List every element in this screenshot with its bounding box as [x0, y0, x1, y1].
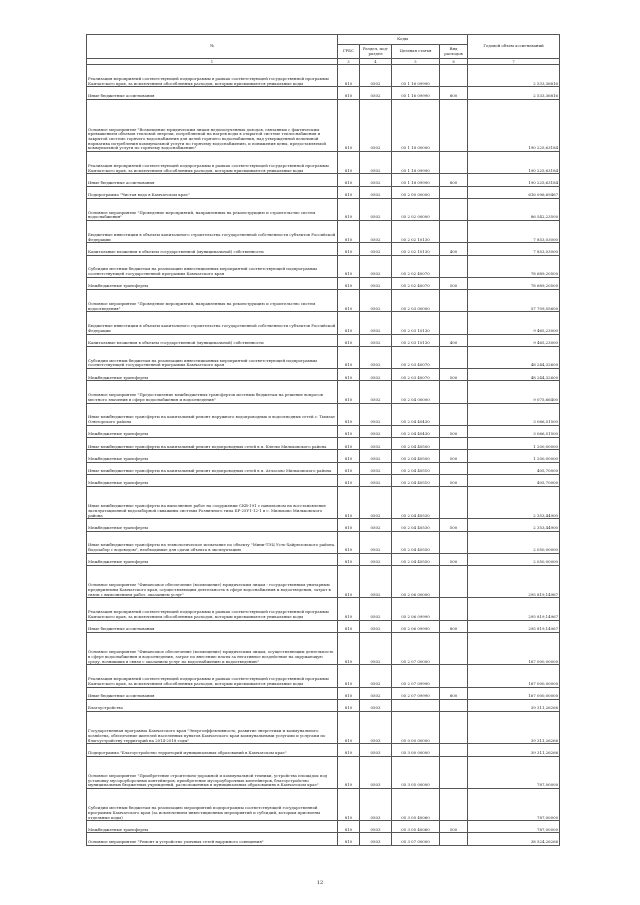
cell-grbs: 810: [338, 243, 360, 255]
cell-grbs: 810: [338, 221, 360, 243]
cell-razdel: 0502: [360, 687, 392, 699]
cell-vid: 500: [440, 425, 468, 437]
cell-text: Иные межбюджетные трансферты на выполнение работ на сооружении СКВ-191 с павильоном на восстановление эксплуатационной водозаборной скважины системы Розничного типа БР-25У1-12-1 в с. Мильково Мильковского района: [87, 486, 338, 518]
table-row: [87, 346, 560, 368]
cell-target: 05 2 00 00000: [392, 186, 440, 198]
cell-vid: 500: [440, 553, 468, 565]
cell-vid: 500: [440, 450, 468, 462]
cell-text: Межбюджетные трансферты: [87, 277, 338, 289]
col-index-4: 4: [360, 59, 392, 65]
cell-razdel: 0502: [360, 632, 392, 664]
cell-grbs: 810: [338, 87, 360, 99]
cell-vid: [440, 152, 468, 174]
cell-amount: 190 225,63184: [468, 152, 560, 174]
cell-grbs: 810: [338, 474, 360, 486]
cell-razdel: 0502: [360, 425, 392, 437]
cell-grbs: 810: [338, 519, 360, 531]
cell-amount: 39 311,26266: [468, 699, 560, 711]
cell-target: 05 2 04 40430: [392, 403, 440, 425]
cell-target: 05 1 18 09990: [392, 174, 440, 186]
cell-razdel: 0503: [360, 788, 392, 820]
cell-target: 05 2 02 10130: [392, 243, 440, 255]
cell-amount: 787,00000: [468, 788, 560, 820]
cell-text: Основное мероприятие "Финансовое обеспечение (возмещение) юридическим лицам - государственным унитарным предприятиям Камчатского края, осуществляющим деятельность в сфере водоснабжения и водоотведения, затрат в связи с выполнением работ, оказанием услуг": [87, 566, 338, 598]
cell-vid: [440, 346, 468, 368]
table-row: [87, 474, 560, 486]
cell-razdel: 0502: [360, 186, 392, 198]
cell-razdel: 0503: [360, 744, 392, 756]
col-index-3: 3: [338, 59, 360, 65]
cell-razdel: 0503: [360, 833, 392, 846]
cell-grbs: 810: [338, 198, 360, 220]
cell-text: Основное мероприятие "Возмещение юридическим лицам недополученных доходов, связанных с фактическим превышением объемов тепловой энергии, потребляемой на нагрев воды в открытой системе теплоснабжения и закрытой системе горячего водоснабжения для целей горячего водоснабжения, над утвержденной величиной норматива потребления коммунальной услуги по горячему водоснабжению, и понижения цены, предоставляемой коммунальной услуги по горячему водоснабжению": [87, 99, 338, 152]
cell-amount: 9 465,23000: [468, 334, 560, 346]
cell-target: 05 2 04 40510: [392, 474, 440, 486]
cell-target: 05 3 00 00000: [392, 744, 440, 756]
cell-grbs: 810: [338, 174, 360, 186]
cell-amount: 3 066,51500: [468, 425, 560, 437]
cell-target: 05 2 07 09990: [392, 665, 440, 687]
cell-text: Капитальные вложения в объекты государственной (муниципальной) собственности: [87, 243, 338, 255]
table-row: [87, 665, 560, 687]
cell-razdel: 0502: [360, 381, 392, 403]
cell-text: Благоустройство: [87, 699, 338, 711]
cell-amount: 2 050,00000: [468, 553, 560, 565]
table-body: [87, 65, 560, 846]
table-row: [87, 553, 560, 565]
cell-target: 05 2 04 00000: [392, 381, 440, 403]
cell-text: Реализация мероприятий соответствующей подпрограммы в рамках соответствующей государственной программы Камчатского края, за исключением обособленных расходов, которым присваиваются уникальные коды: [87, 598, 338, 620]
cell-target: 05 2 02 40070: [392, 255, 440, 277]
cell-grbs: 810: [338, 566, 360, 598]
cell-target: 05 2 07 09990: [392, 687, 440, 699]
cell-vid: 800: [440, 620, 468, 632]
cell-target: 05 2 04 40500: [392, 438, 440, 450]
header-grbs: ГРБС: [338, 45, 360, 59]
cell-grbs: 810: [338, 699, 360, 711]
cell-text: Бюджетные инвестиции в объекты капитального строительства государственной собственности субъектов Российской Федерации: [87, 221, 338, 243]
cell-vid: [440, 198, 468, 220]
cell-text: Межбюджетные трансферты: [87, 519, 338, 531]
cell-razdel: 0502: [360, 277, 392, 289]
cell-grbs: 810: [338, 711, 360, 743]
cell-grbs: 810: [338, 744, 360, 756]
cell-amount: 78 689,20500: [468, 255, 560, 277]
cell-target: 05 3 07 00000: [392, 833, 440, 846]
col-index-6: 6: [440, 59, 468, 65]
header-razdel: Раздел, под-раздел: [360, 45, 392, 59]
cell-razdel: 0502: [360, 243, 392, 255]
cell-text: Основное мероприятие "Приобретение строительно-дорожной и коммунальной техники, устройства площадок под установку мусороуборочных контейнеров, приобретение мусороуборочных контейнеров, благоустройство муниципальных бюджетных учреждений, расположенных в муниципальных образованиях в Камчатском крае": [87, 756, 338, 788]
cell-amount: 7 853,03000: [468, 243, 560, 255]
cell-target: 05 2 03 10130: [392, 312, 440, 334]
cell-vid: [440, 788, 468, 820]
cell-amount: 405,70000: [468, 462, 560, 474]
cell-target: 05 1 18 09990: [392, 152, 440, 174]
cell-grbs: 810: [338, 186, 360, 198]
table-row: [87, 620, 560, 632]
table-row: [87, 699, 560, 711]
cell-vid: 800: [440, 174, 468, 186]
cell-razdel: 0502: [360, 334, 392, 346]
cell-razdel: 0502: [360, 255, 392, 277]
cell-vid: [440, 744, 468, 756]
cell-vid: 400: [440, 243, 468, 255]
cell-text: Межбюджетные трансферты: [87, 425, 338, 437]
cell-grbs: 810: [338, 312, 360, 334]
header-num: №: [87, 35, 338, 59]
header-vid: Вид расходов: [440, 45, 468, 59]
cell-vid: [440, 699, 468, 711]
cell-target: 05 2 04 40500: [392, 450, 440, 462]
cell-grbs: 810: [338, 369, 360, 381]
cell-grbs: 810: [338, 665, 360, 687]
cell-text: Иные межбюджетные трансферты на капитальный ремонт водопроводных сетей в п. Ключи Мильковского района: [87, 438, 338, 450]
table-row: [87, 290, 560, 312]
table-row: [87, 369, 560, 381]
cell-grbs: 810: [338, 334, 360, 346]
table-row: [87, 687, 560, 699]
table-row: [87, 788, 560, 820]
table-row: [87, 632, 560, 664]
cell-amount: 1 200,00000: [468, 450, 560, 462]
cell-target: 05 1 16 09990: [392, 65, 440, 87]
cell-target: 05 2 04 40510: [392, 462, 440, 474]
table-row: [87, 312, 560, 334]
cell-amount: 48 244,32600: [468, 369, 560, 381]
cell-vid: [440, 381, 468, 403]
cell-razdel: 0502: [360, 403, 392, 425]
table-row: [87, 756, 560, 788]
cell-vid: 500: [440, 821, 468, 833]
cell-amount: 787,00000: [468, 756, 560, 788]
cell-razdel: 0502: [360, 221, 392, 243]
cell-text: Межбюджетные трансферты: [87, 474, 338, 486]
cell-target: 05 2 04 40430: [392, 425, 440, 437]
cell-razdel: 0502: [360, 198, 392, 220]
cell-vid: [440, 756, 468, 788]
cell-target: 05 2 03 10130: [392, 334, 440, 346]
table-row: [87, 221, 560, 243]
cell-target: 05 2 04 40550: [392, 553, 440, 565]
cell-text: Субсидии местным бюджетам на реализацию мероприятий подпрограммы соответствующей государственной программы Камчатского края (за исключением инвестиционных мероприятий и субсидий, которым присвоены отдельные коды): [87, 788, 338, 820]
cell-grbs: 810: [338, 277, 360, 289]
cell-vid: [440, 312, 468, 334]
table-row: [87, 174, 560, 186]
cell-razdel: 0502: [360, 290, 392, 312]
header-codes: Коды: [338, 35, 468, 45]
cell-vid: [440, 566, 468, 598]
cell-text: Реализация мероприятий соответствующей подпрограммы в рамках соответствующей государственной программы Камчатского края, за исключением обособленных расходов, которым присваиваются уникальные коды: [87, 65, 338, 87]
cell-target: 05 0 00 00000: [392, 711, 440, 743]
cell-grbs: 810: [338, 620, 360, 632]
cell-target: 05 1 16 09990: [392, 87, 440, 99]
cell-target: 05 3 05 40060: [392, 788, 440, 820]
cell-amount: 616 096,69467: [468, 186, 560, 198]
cell-grbs: 810: [338, 598, 360, 620]
cell-vid: [440, 438, 468, 450]
cell-grbs: 810: [338, 531, 360, 553]
table-row: [87, 198, 560, 220]
cell-amount: 3 066,51500: [468, 403, 560, 425]
cell-target: 05 2 07 00000: [392, 632, 440, 664]
cell-grbs: 810: [338, 687, 360, 699]
table-row: [87, 711, 560, 743]
cell-vid: [440, 531, 468, 553]
cell-vid: 500: [440, 519, 468, 531]
cell-razdel: 0503: [360, 699, 392, 711]
cell-grbs: 810: [338, 462, 360, 474]
cell-target: 05 1 18 00000: [392, 99, 440, 152]
page-number: 12: [316, 880, 324, 886]
cell-grbs: 810: [338, 381, 360, 403]
budget-table: [86, 34, 560, 846]
cell-amount: 78 689,20500: [468, 277, 560, 289]
cell-target: 05 2 02 40070: [392, 277, 440, 289]
cell-amount: 1 200,00000: [468, 438, 560, 450]
cell-razdel: 0502: [360, 438, 392, 450]
table-row: [87, 99, 560, 152]
cell-razdel: 0502: [360, 598, 392, 620]
cell-vid: [440, 711, 468, 743]
cell-text: Субсидии местным бюджетам на реализацию инвестиционных мероприятий соответствующей подпрограммы соответствующей государственной программы Камчатского края: [87, 255, 338, 277]
cell-razdel: 0503: [360, 711, 392, 743]
cell-razdel: 0502: [360, 65, 392, 87]
cell-razdel: 0502: [360, 462, 392, 474]
cell-amount: 167 000,00000: [468, 632, 560, 664]
cell-vid: [440, 665, 468, 687]
col-index-7: 7: [468, 59, 560, 65]
cell-vid: [440, 462, 468, 474]
cell-vid: [440, 486, 468, 518]
cell-grbs: 810: [338, 403, 360, 425]
cell-grbs: 810: [338, 290, 360, 312]
table-row: [87, 87, 560, 99]
cell-vid: 800: [440, 687, 468, 699]
cell-amount: 295 819,14967: [468, 620, 560, 632]
cell-grbs: 810: [338, 425, 360, 437]
table-row: [87, 833, 560, 846]
cell-text: Межбюджетные трансферты: [87, 450, 338, 462]
cell-amount: 787,00000: [468, 821, 560, 833]
table-row: [87, 821, 560, 833]
cell-target: 05 2 03 40070: [392, 346, 440, 368]
cell-amount: 38 524,26266: [468, 833, 560, 846]
cell-razdel: 0502: [360, 346, 392, 368]
cell-vid: [440, 598, 468, 620]
cell-target: 05 2 02 10130: [392, 221, 440, 243]
cell-vid: [440, 221, 468, 243]
cell-vid: [440, 833, 468, 846]
cell-amount: 2 533,36816: [468, 87, 560, 99]
cell-text: Иные бюджетные ассигнования: [87, 174, 338, 186]
cell-vid: [440, 403, 468, 425]
header-annual: Годовой объем ассигнований: [468, 35, 560, 59]
table-row: [87, 566, 560, 598]
cell-text: Иные бюджетные ассигнования: [87, 687, 338, 699]
cell-text: Иные межбюджетные трансферты на капитальный ремонт наружного водопроводных и водоотводных сетей с. Тымлат Олюторского района: [87, 403, 338, 425]
cell-grbs: 810: [338, 486, 360, 518]
cell-vid: [440, 99, 468, 152]
cell-vid: 500: [440, 474, 468, 486]
cell-grbs: 810: [338, 833, 360, 846]
cell-grbs: 810: [338, 553, 360, 565]
cell-text: Государственная программа Камчатского края "Энергоэффективность, развитие энергетики и коммунального хозяйства, обеспечение жителей населенных пунктов Камчатского края коммунальными услугами и услугами по благоустройству территорий на 2014-2018 годы": [87, 711, 338, 743]
cell-text: Субсидии местным бюджетам на реализацию инвестиционных мероприятий соответствующей подпрограммы соответствующей государственной программы Камчатского края: [87, 346, 338, 368]
cell-vid: [440, 65, 468, 87]
cell-razdel: 0502: [360, 312, 392, 334]
table-row: [87, 65, 560, 87]
cell-amount: 9 465,23000: [468, 312, 560, 334]
cell-amount: 190 225,63184: [468, 174, 560, 186]
cell-text: Межбюджетные трансферты: [87, 369, 338, 381]
cell-grbs: 810: [338, 346, 360, 368]
cell-target: 05 3 05 00000: [392, 756, 440, 788]
cell-target: 05 3 05 40060: [392, 821, 440, 833]
cell-razdel: 0503: [360, 821, 392, 833]
cell-target: 05 2 06 09990: [392, 620, 440, 632]
table-row: [87, 186, 560, 198]
cell-amount: 167 000,00000: [468, 665, 560, 687]
cell-amount: 39 311,26266: [468, 711, 560, 743]
cell-text: Иные межбюджетные трансферты на капитальный ремонт водопроводных сетей в п. Атласово Мильковского района: [87, 462, 338, 474]
col-index-5: 5: [392, 59, 440, 65]
table-row: [87, 744, 560, 756]
cell-amount: 2 353,44900: [468, 519, 560, 531]
table-row: [87, 152, 560, 174]
cell-razdel: 0502: [360, 99, 392, 152]
cell-target: [392, 699, 440, 711]
table-row: [87, 425, 560, 437]
cell-target: 05 2 02 00000: [392, 198, 440, 220]
cell-target: 05 2 06 09990: [392, 598, 440, 620]
cell-vid: [440, 255, 468, 277]
cell-grbs: 810: [338, 255, 360, 277]
cell-grbs: 810: [338, 788, 360, 820]
cell-amount: 190 225,63184: [468, 99, 560, 152]
table-row: [87, 334, 560, 346]
cell-amount: 295 819,14967: [468, 566, 560, 598]
table-row: [87, 438, 560, 450]
cell-razdel: 0502: [360, 174, 392, 186]
cell-amount: 39 311,26266: [468, 744, 560, 756]
cell-razdel: 0502: [360, 486, 392, 518]
table-row: [87, 277, 560, 289]
cell-grbs: 810: [338, 756, 360, 788]
cell-amount: 7 853,03000: [468, 221, 560, 243]
cell-text: Межбюджетные трансферты: [87, 553, 338, 565]
table-row: [87, 531, 560, 553]
cell-amount: 405,70000: [468, 474, 560, 486]
cell-grbs: 810: [338, 450, 360, 462]
cell-amount: 2 050,00000: [468, 531, 560, 553]
col-index-1: 1: [87, 59, 338, 65]
cell-vid: 500: [440, 277, 468, 289]
cell-amount: 167 000,00000: [468, 687, 560, 699]
cell-amount: 2 353,44900: [468, 486, 560, 518]
cell-text: Межбюджетные трансферты: [87, 821, 338, 833]
cell-text: Основное мероприятие "Ремонт и устройство уличных сетей наружного освещения": [87, 833, 338, 846]
cell-text: Основное мероприятие "Финансовое обеспечение (возмещение) юридическим лицам, осуществляющим деятельность в сфере водоснабжения и водоотведения, затрат по внесению платы за негативное воздействие на окружающую среду, возникших в связи с оказанием услуг по водоснабжению и водоотведению": [87, 632, 338, 664]
cell-vid: 400: [440, 334, 468, 346]
cell-razdel: 0502: [360, 152, 392, 174]
cell-text: Основное мероприятие "Проведение мероприятий, направленных на реконструкцию и строительство систем водоотведения": [87, 290, 338, 312]
table-row: [87, 486, 560, 518]
cell-vid: 500: [440, 369, 468, 381]
cell-razdel: 0502: [360, 450, 392, 462]
cell-target: 05 2 06 00000: [392, 566, 440, 598]
table-row: [87, 462, 560, 474]
cell-razdel: 0502: [360, 369, 392, 381]
cell-text: Капитальные вложения в объекты государственной (муниципальной) собственности: [87, 334, 338, 346]
cell-razdel: 0502: [360, 474, 392, 486]
cell-grbs: 810: [338, 99, 360, 152]
cell-amount: 295 819,14967: [468, 598, 560, 620]
cell-grbs: 810: [338, 438, 360, 450]
cell-razdel: 0502: [360, 553, 392, 565]
table-row: [87, 255, 560, 277]
cell-text: Основное мероприятие "Проведение мероприятий, направленных на реконструкцию и строительство систем водоснабжения": [87, 198, 338, 220]
cell-target: 05 2 04 40550: [392, 531, 440, 553]
cell-amount: 48 244,32600: [468, 346, 560, 368]
cell-grbs: 810: [338, 65, 360, 87]
cell-text: Иные межбюджетные трансферты на технологическое испытание по объекту "Мини-ТЭЦ Усть-Хайрюзовского района. Водозабор с водоводом", необходимые для сдачи объекта в эксплуатацию: [87, 531, 338, 553]
cell-vid: [440, 186, 468, 198]
cell-amount: 9 075,66400: [468, 381, 560, 403]
cell-razdel: 0503: [360, 756, 392, 788]
cell-razdel: 0502: [360, 620, 392, 632]
cell-vid: [440, 290, 468, 312]
table-row: [87, 450, 560, 462]
table-row: [87, 519, 560, 531]
cell-vid: [440, 632, 468, 664]
cell-text: Основное мероприятие "Предоставление межбюджетных трансфертов местным бюджетам на решение вопросов местного значения в сфере водоснабжения и водоотведения": [87, 381, 338, 403]
cell-razdel: 0502: [360, 531, 392, 553]
table-row: [87, 243, 560, 255]
cell-text: Реализация мероприятий соответствующей подпрограммы в рамках соответствующей государственной программы Камчатского края, за исключением обособленных расходов, которым присваиваются уникальные коды: [87, 665, 338, 687]
cell-grbs: 810: [338, 632, 360, 664]
cell-text: Подпрограмма "Благоустройство территорий муниципальных образований в Камчатском крае": [87, 744, 338, 756]
cell-text: Бюджетные инвестиции в объекты капитального строительства государственной собственности субъектов Российской Федерации: [87, 312, 338, 334]
cell-vid: 800: [440, 87, 468, 99]
cell-target: 05 2 04 40530: [392, 486, 440, 518]
cell-target: 05 2 03 00000: [392, 290, 440, 312]
cell-razdel: 0502: [360, 665, 392, 687]
cell-amount: 57 709,55600: [468, 290, 560, 312]
cell-grbs: 810: [338, 821, 360, 833]
cell-target: 05 2 03 40070: [392, 369, 440, 381]
cell-razdel: 0502: [360, 519, 392, 531]
cell-amount: 2 533,36816: [468, 65, 560, 87]
header-target: Целевая статья: [392, 45, 440, 59]
cell-text: Подпрограмма "Чистая вода в Камчатском крае": [87, 186, 338, 198]
cell-text: Иные бюджетные ассигнования: [87, 620, 338, 632]
cell-amount: 86 542,23500: [468, 198, 560, 220]
cell-grbs: 810: [338, 152, 360, 174]
cell-text: Реализация мероприятий соответствующей подпрограммы в рамках соответствующей государственной программы Камчатского края, за исключением обособленных расходов, которым присваиваются уникальные коды: [87, 152, 338, 174]
table-row: [87, 403, 560, 425]
cell-text: Иные бюджетные ассигнования: [87, 87, 338, 99]
cell-target: 05 2 04 40530: [392, 519, 440, 531]
table-row: [87, 381, 560, 403]
cell-razdel: 0502: [360, 87, 392, 99]
cell-razdel: 0502: [360, 566, 392, 598]
table-row: [87, 598, 560, 620]
